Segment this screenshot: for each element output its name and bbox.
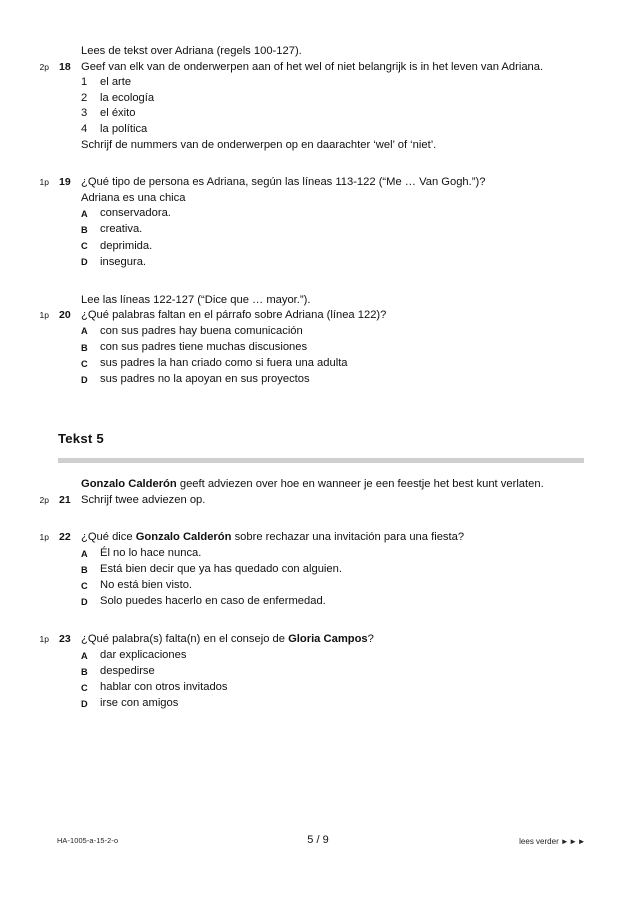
intro-text-20: Lee las líneas 122-127 (“Dice que … mayor.”). [81, 293, 311, 306]
list-item[interactable] [81, 680, 636, 696]
list-item [81, 91, 636, 107]
question-body-20 [80, 308, 636, 388]
option-label: insegura. [100, 255, 147, 268]
list-item[interactable] [81, 324, 636, 340]
footer-continue-label: lees verder [519, 837, 559, 846]
option-label: irse con amigos [100, 697, 179, 710]
question-row-19 [0, 175, 636, 271]
option-key: D [81, 596, 88, 607]
question-number-22: 22 [59, 531, 71, 544]
option-key: C [81, 358, 88, 369]
points-18: 2p [39, 61, 49, 72]
option-label: Él no lo hace nunca. [100, 547, 202, 560]
points-20: 1p [39, 310, 49, 321]
question-prompt-23 [81, 632, 636, 648]
spacer [0, 508, 636, 530]
item-key: 2 [81, 91, 88, 104]
question-prompt-22 [81, 530, 636, 546]
item-key: 1 [81, 76, 88, 89]
points-23: 1p [39, 634, 49, 645]
question-body-18 [80, 60, 636, 154]
list-item[interactable] [81, 594, 636, 610]
numbered-options-18 [81, 75, 636, 137]
list-item [81, 75, 636, 91]
question-row-22 [0, 530, 636, 610]
question-prompt-18: Geef van elk van de onderwerpen aan of het wel of niet belangrijk is in het leven van Adriana. [81, 60, 544, 73]
answer-options-19 [81, 206, 636, 270]
question-row-18 [0, 60, 636, 154]
answer-options-22 [81, 546, 636, 610]
option-key: B [81, 342, 88, 353]
option-key: A [81, 208, 88, 219]
option-key: C [81, 580, 88, 591]
prompt-pre: ¿Qué palabra(s) falta(n) en el consejo de [81, 633, 289, 646]
list-item[interactable] [81, 239, 636, 255]
option-label: Está bien decir que ya has quedado con alguien. [100, 563, 342, 576]
prompt-pre: ¿Qué dice [81, 531, 136, 544]
footer-page-number: 5 / 9 [307, 834, 329, 846]
points-21: 2p [39, 494, 49, 505]
question-body-23 [80, 632, 636, 712]
page-footer [0, 834, 636, 854]
question-number-21: 21 [59, 493, 71, 506]
question-body-19 [80, 175, 636, 271]
question-prompt-19: ¿Qué tipo de persona es Adriana, según las líneas 113-122 (“Me … Van Gogh.”)? [81, 176, 486, 189]
option-key: D [81, 698, 88, 709]
spacer [0, 271, 636, 293]
question-row-23 [0, 632, 636, 712]
question-number-20: 20 [59, 309, 71, 322]
option-key: B [81, 224, 88, 235]
option-label: con sus padres tiene muchas discusiones [100, 341, 308, 353]
list-item[interactable] [81, 222, 636, 238]
question-body-22 [80, 530, 636, 610]
question-intro-row [0, 293, 636, 309]
question-body-21 [80, 493, 636, 509]
question-number-18: 18 [59, 60, 71, 73]
list-item [81, 122, 636, 138]
question-intro-row [0, 44, 636, 60]
option-key: C [81, 682, 88, 693]
item-label: el éxito [100, 107, 136, 120]
list-item [81, 106, 636, 122]
list-item[interactable] [81, 255, 636, 271]
points-22: 1p [39, 532, 49, 543]
item-key: 3 [81, 107, 88, 120]
list-item[interactable] [81, 546, 636, 562]
item-key: 4 [81, 122, 88, 135]
option-label: dar explicaciones [100, 649, 187, 662]
option-key: A [81, 650, 88, 661]
option-label: creativa. [100, 223, 143, 236]
prompt-author: Gonzalo Calderón [135, 531, 232, 544]
spacer [0, 388, 636, 430]
prompt-post: sobre rechazar una invitación para una fiesta? [231, 531, 465, 544]
tekst-intro-author: Gonzalo Calderón [81, 478, 177, 491]
answer-options-23 [81, 648, 636, 712]
list-item[interactable] [81, 340, 636, 356]
option-label: despedirse [100, 665, 155, 678]
option-key: B [81, 564, 88, 575]
option-key: D [81, 374, 88, 385]
prompt-post: ? [367, 633, 374, 646]
option-label: con sus padres hay buena comunicación [100, 324, 303, 337]
list-item[interactable] [81, 664, 636, 680]
list-item[interactable] [81, 578, 636, 594]
option-label: sus padres no la apoyan en sus proyectos [100, 373, 310, 386]
spacer [0, 463, 636, 477]
option-label: hablar con otros invitados [100, 681, 228, 694]
question-prompt-21: Schrijf twee adviezen op. [81, 493, 206, 506]
answer-options-20 [81, 324, 636, 388]
list-item[interactable] [81, 696, 636, 712]
option-key: B [81, 666, 88, 677]
option-key: A [81, 326, 88, 337]
list-item[interactable] [81, 562, 636, 578]
question-row-20 [0, 308, 636, 388]
question-number-23: 23 [59, 633, 71, 646]
question-closing-18: Schrijf de nummers van de onderwerpen op en daarachter ‘wel’ of ‘niet’. [81, 138, 437, 151]
list-item[interactable] [81, 206, 636, 222]
option-key: D [81, 257, 88, 268]
spacer [0, 610, 636, 632]
list-item[interactable] [81, 648, 636, 664]
question-row-21 [0, 493, 636, 509]
item-label: el arte [100, 76, 132, 89]
option-label: Solo puedes hacerlo en caso de enfermedad. [100, 595, 326, 608]
option-key: C [81, 241, 88, 252]
list-item[interactable] [81, 356, 636, 372]
item-label: la ecología [100, 91, 155, 104]
option-label: conservadora. [100, 207, 171, 220]
triangle-right-icon: ►►► [560, 837, 586, 846]
spacer [0, 447, 636, 458]
option-label: deprimida. [100, 239, 153, 252]
option-label: sus padres la han criado como si fuera una adulta [100, 357, 348, 370]
question-stem-19: Adriana es una chica [81, 191, 186, 204]
prompt-author: Gloria Campos [288, 633, 368, 646]
tekst-intro-paragraph [81, 477, 636, 493]
option-key: A [81, 548, 88, 559]
list-item[interactable] [81, 372, 636, 388]
footer-exam-code: HA-1005-a-15-2-o [57, 836, 119, 845]
tekst-intro-row [0, 477, 636, 493]
tekst-intro-rest: geeft adviezen over hoe en wanneer je een feestje het best kunt verlaten. [176, 478, 544, 491]
section-heading-tekst-5: Tekst 5 [58, 431, 104, 447]
item-label: la política [100, 122, 148, 135]
question-number-19: 19 [59, 176, 71, 189]
option-label: No está bien visto. [100, 579, 193, 592]
footer-continue-notice [519, 837, 586, 846]
intro-text-18: Lees de tekst over Adriana (regels 100-127). [81, 45, 302, 57]
points-19: 1p [39, 177, 49, 188]
question-prompt-20: ¿Qué palabras faltan en el párrafo sobre Adriana (línea 122)? [81, 309, 387, 322]
spacer [0, 153, 636, 175]
